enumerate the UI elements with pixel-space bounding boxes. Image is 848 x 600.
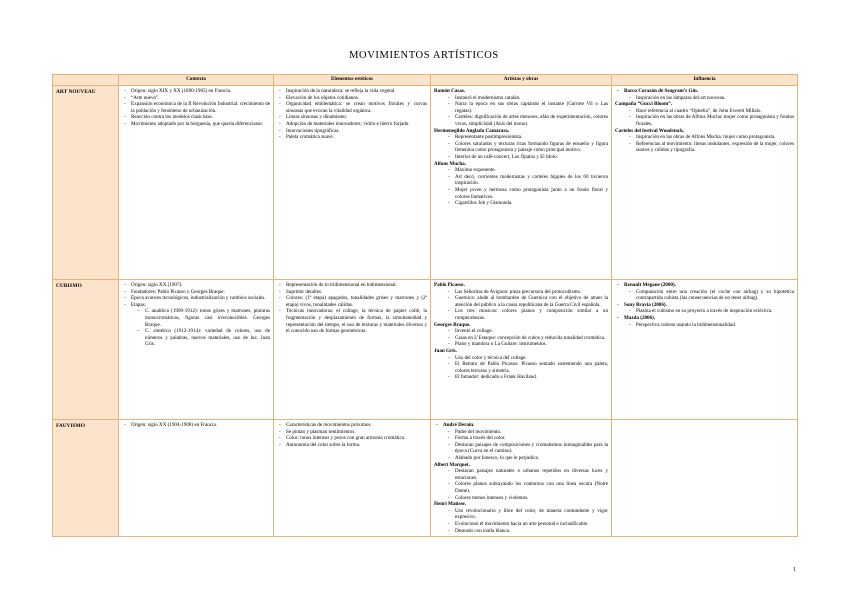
list-item: - Destacan paisajes naturales o urbanos repetidos en diversas luces y estaciones. — [434, 468, 608, 481]
list-item: - Movimiento adoptado por la burguesía, que quería diferenciarse. — [122, 121, 270, 128]
list-item: - “Arte nuevo”. — [122, 95, 270, 102]
list-item: - Características de movimientos próximos. — [277, 422, 427, 429]
list-item: - Suprimir detalles. — [277, 289, 427, 296]
list-item: - Origen: siglo XX (1907). — [122, 282, 270, 289]
list-item: - Cigarrillos Job y Gismonda. — [434, 200, 608, 207]
list-item: - Forma a través del color. — [434, 435, 608, 442]
list-heading: - Sony Bravia (2006). — [615, 302, 794, 309]
cell-contexto — [119, 420, 274, 537]
cell-elementos — [274, 420, 431, 537]
list-item: - Inspiración de la naturaleza: se refleja la vida vegetal. — [277, 88, 427, 95]
list-heading: Henri Matisse. — [434, 501, 466, 508]
cell-influencia — [612, 280, 798, 420]
list-heading: - André Derain. — [434, 422, 608, 429]
list-item: - Autonomía del color sobre la forma. — [277, 442, 427, 449]
list-item: - Padre del movimiento. — [434, 429, 608, 436]
list-item: - Inspiración en las obras de Alfons Mucha: mujer como protagonista. — [615, 134, 794, 141]
movement-row — [53, 280, 798, 420]
cell-elementos — [274, 86, 431, 280]
list-item: - Alabado por Ionesco, lo que le perjudica. — [434, 455, 608, 462]
list-item: - Evolucionó el movimiento hacia un arte personal e inclasificable. — [434, 521, 608, 528]
list-item: - Organicidad emblemática: se crean motivos florales y curvas sinuosas que evocan la vitalidad orgánica. — [277, 101, 427, 114]
list-item: - Colores menos intensos y violentos. — [434, 495, 608, 502]
list-item: - Inspiración en las lámparas del art nouveau. — [615, 95, 794, 102]
movements-table — [52, 74, 798, 537]
list-item: - Líneas sinuosas y dinamismo. — [277, 114, 427, 121]
list-item: - Colores saturados y texturas ricas formando figuras de ensueño y figura femenina como protagonista y paisaje como principal motivo. — [434, 141, 608, 154]
movement-name: CUBISMO — [53, 280, 119, 420]
list-heading: Ramón Casas. — [434, 88, 466, 94]
document-title: MOVIMIENTOS ARTÍSTICOS — [349, 50, 499, 61]
list-item: - Fundadores: Pablo Picasso y Georges Braque. — [122, 289, 270, 296]
list-item: – C. analítico (1909-1912): tonos grises y marrones, pinturas monocromáticas, figuras casi irreconocibles. Georges Braque. — [122, 308, 270, 328]
list-item: - Reacción contra los modelos clasicistas. — [122, 114, 270, 121]
list-heading: Campaña “Gucci Bloom”. — [615, 101, 673, 108]
list-item: - Plasma el cubismo en su proyecto a través de inspiración ecléctica. — [615, 308, 794, 315]
cell-influencia — [612, 420, 798, 537]
list-item: - Elevación de los objetos cotidianos. — [277, 95, 427, 102]
list-item: - El Retrato de Pablo Picasso: Picasso sentado sosteniendo una paleta, colores terrosos y simetría. — [434, 361, 608, 374]
cell-elementos — [274, 280, 431, 420]
list-item: - Adopción de materiales innovadores: vidrio e hierro forjado. — [277, 121, 427, 128]
list-item: - Destacan paisajes de composiciones y cromatismos inimaginables para la época (Curva en el camino). — [434, 442, 608, 455]
movement-row — [53, 86, 798, 280]
list-item: - Casas en L’Estaque: concepción de cubos y reducida tonalidad cromática. — [434, 335, 608, 342]
list-item: - Paleta cromática suave. — [277, 134, 427, 141]
list-heading: Hermenegildo Anglada Camarasa. — [434, 127, 510, 134]
cell-influencia — [612, 86, 798, 280]
list-item: – C. sintético (1912-1914): variedad de colores, uso de números y palabras, nuevos materiales, uso de luz. Juan Gris. — [122, 328, 270, 348]
list-item: - Inventó el collage. — [434, 328, 608, 335]
list-item: - Origen: siglo XIX y XX (1890-1905) en Francia. — [122, 88, 270, 95]
list-item: - Art decó, corrientes modernistas y carteles hippies de los 60 tuvieron inspiración. — [434, 174, 608, 187]
header-artistas: Artistas y obras — [431, 75, 612, 86]
cell-contexto — [119, 280, 274, 420]
list-item: - Colores: (1ª etapa) apagados, tonalidades grises y marrones y (2ª etapa) vivos, tonalidades cálidas. — [277, 295, 427, 308]
list-item: - Guernica: alude al bombardeo de Guernica con el objetivo de atraer la atención del público a la causa republicana de la Guerra Civil española. — [434, 295, 608, 308]
list-item: - Los tres músicos: colores planos y composición similar a un rompecabezas. — [434, 308, 608, 321]
list-heading: - Renault Megane (2000). — [615, 282, 794, 289]
list-heading: Carteles del festival Woodstock. — [615, 127, 685, 134]
list-item: - Colores planos subrayando los contornos con una línea oscura (Notre Dame). — [434, 481, 608, 494]
list-item: - Etapas: — [122, 302, 270, 309]
cell-artistas — [431, 86, 612, 280]
list-item: - Referencias al movimiento: líneas ondulantes, expresión de la mujer, colores suaves y cálidos y tipografía. — [615, 141, 794, 154]
list-item: - Uso revolucionario y libre del color, de manera contundente y vigor expresivo. — [434, 508, 608, 521]
list-item: - Representante postimpresionista. — [434, 134, 608, 141]
list-item: - Las Señoritas de Avignon: pieza precursora del protocubismo. — [434, 289, 608, 296]
movement-name: FAUVISMO — [53, 420, 119, 537]
list-item: - Interior de un café-concert, Los Ópalos y El Idolo. — [434, 154, 608, 161]
list-item: - Instauró el modernismo catalán. — [434, 95, 608, 102]
list-item: - El fumador: dedicado a Frank Haviland. — [434, 374, 608, 381]
cell-artistas — [431, 280, 612, 420]
list-item: - Se pintan y plasman sentimientos. — [277, 429, 427, 436]
list-item: - Representación de lo tridimensional en bidimensional. — [277, 282, 427, 289]
list-heading: Pablo Picasso. — [434, 282, 465, 288]
list-item: - Origen: siglo XX (1904-1908) en Francia. — [122, 422, 270, 429]
movement-row — [53, 420, 798, 537]
list-heading: - Barco Corazón de Seagram’s Gin. — [615, 88, 794, 95]
page-number: 1 — [793, 567, 796, 573]
list-item: - Desnudo con toalla blanca. — [434, 528, 608, 535]
list-item: - Color: tonos intensos y puros con gran armonía cromática. — [277, 435, 427, 442]
list-item: - Máximo exponente. — [434, 167, 608, 174]
header-row — [53, 75, 798, 86]
list-item: - Época avances tecnológicos, industrialización y cambios sociales. — [122, 295, 270, 302]
header-influencia: Influencia — [612, 75, 798, 86]
list-item: - Mujer joven y hermosa como protagonista junto a un fondo floral y colores llamativos. — [434, 187, 608, 200]
header-elementos: Elementos estéticos — [274, 75, 431, 86]
list-item: - Uso del color y técnica del collage. — [434, 355, 608, 362]
list-item: - Inspiración en las obras de Alfons Mucha: mujer como protagonista y fondos florales. — [615, 114, 794, 127]
header-contexto: Contexto — [119, 75, 274, 86]
list-heading: - Mazda (2006). — [615, 315, 794, 322]
list-heading: Georges Braque. — [434, 321, 471, 328]
list-item: - Narra la época en sus obras captando el instante (Garrote Vil o Las regatas). — [434, 101, 608, 114]
list-item: - Piano y mandora o La Guitare: instrumentos. — [434, 341, 608, 348]
cell-artistas — [431, 420, 612, 537]
list-item: - Hace referencia al cuadro “Ophelia”, de John Everett Millais. — [615, 108, 794, 115]
list-heading: Juan Gris. — [434, 347, 457, 354]
list-heading: Alfons Mucha. — [434, 160, 466, 167]
list-item: - Técnicas innovadoras: el collage, la técnica de papier collé, la fragmentación y desplazamiento de formas, la simultaneidad y representación del tiempo, el uso de texturas y materiales diversos y el conocido uso de formas geométricas. — [277, 308, 427, 334]
list-item: - Expansión económica de la II Revolución Industrial: crecimiento de la población y fenómeno de urbanización. — [122, 101, 270, 114]
list-heading: Albert Marquet. — [434, 461, 470, 468]
cell-contexto — [119, 86, 274, 280]
list-item: - Carteles: dignificación de artes menores, afán de experimentación, colores vivos, simplicidad (Anís del mono). — [434, 114, 608, 127]
list-item: - Perspectiva cubista usando la bidimensionalidad. — [615, 322, 794, 329]
list-item: - Comparación entre una creación (el coche con airbag) y su hipotética contrapartida cubista (las consecuencias de no tener airbag). — [615, 289, 794, 302]
list-item: - Innovaciones tipográficas. — [277, 128, 427, 135]
header-corner — [53, 75, 119, 86]
movement-name: ART NOUVEAU — [53, 86, 119, 280]
